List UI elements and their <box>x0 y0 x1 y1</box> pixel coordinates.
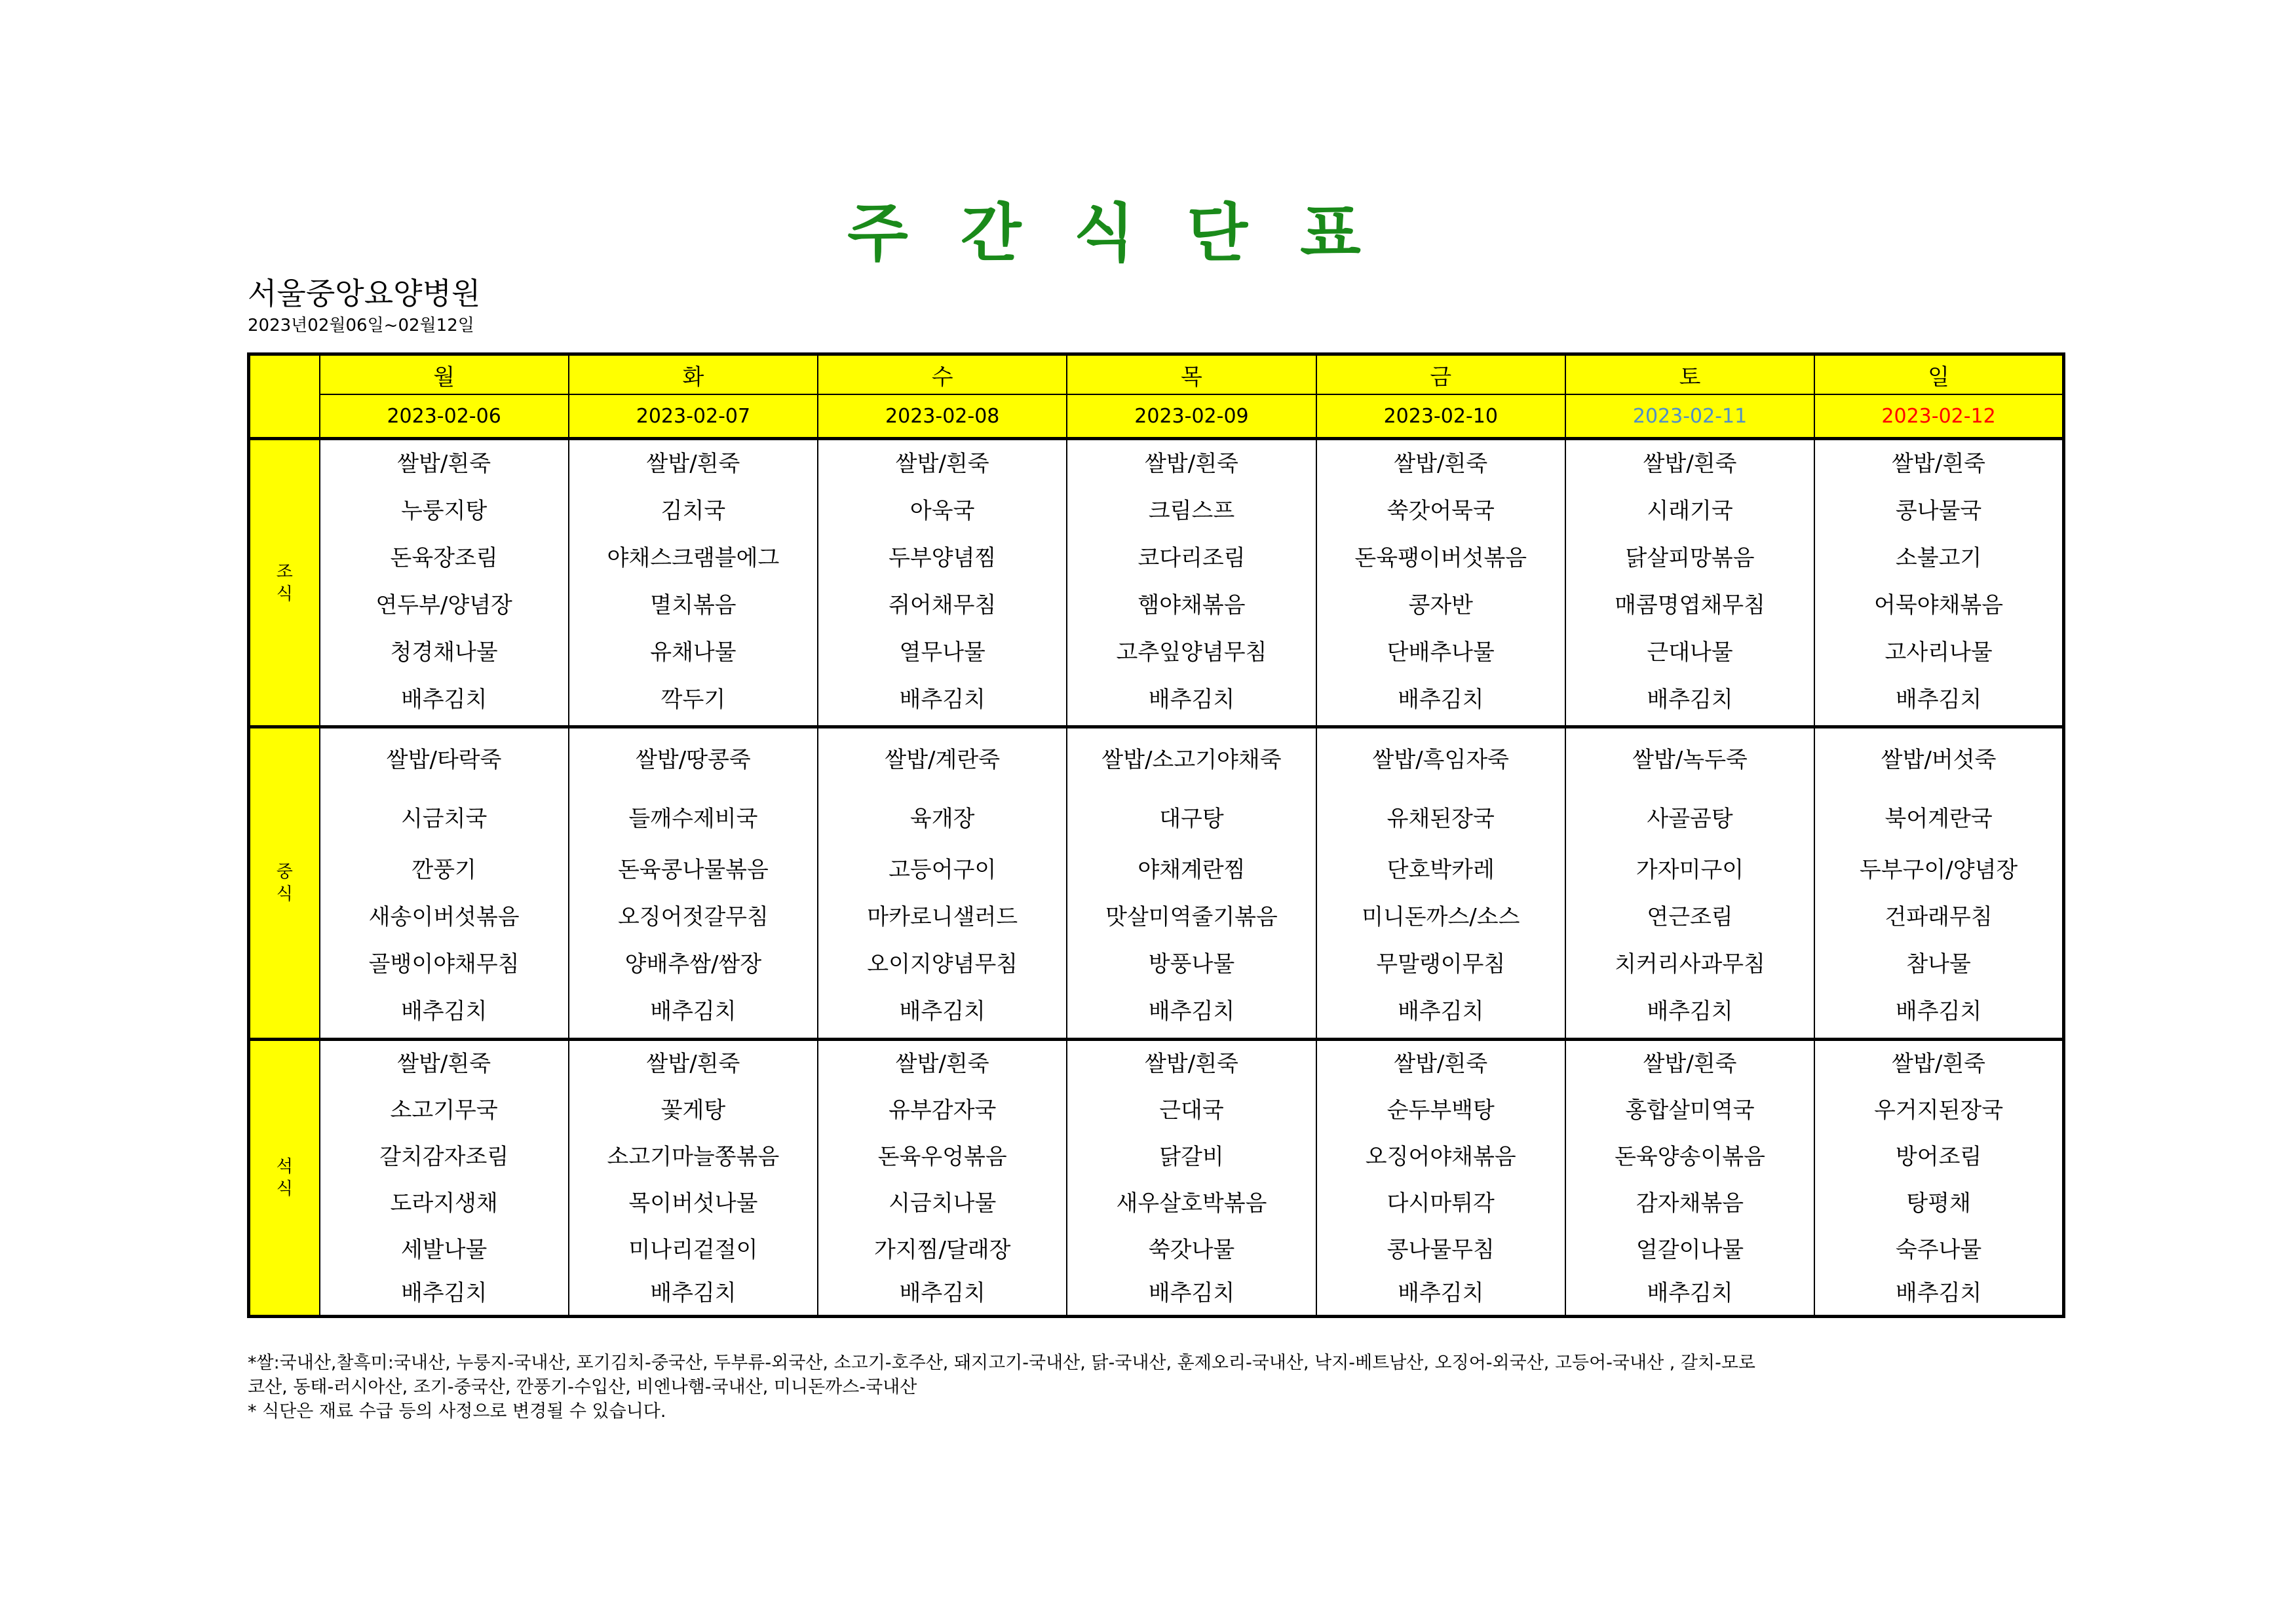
menu-item: 김치국 <box>660 498 726 524</box>
date-header: 2023-02-08 <box>818 394 1067 439</box>
menu-item: 쌀밥/흰죽 <box>1145 1050 1238 1077</box>
date-header-saturday: 2023-02-11 <box>1565 394 1814 439</box>
dinner-day-cell <box>1565 1039 1814 1316</box>
menu-item: 방어조림 <box>1895 1143 1982 1170</box>
menu-item: 연두부/양념장 <box>375 592 512 618</box>
breakfast-day-cell <box>1565 439 1814 727</box>
menu-item: 무말랭이무침 <box>1376 951 1506 978</box>
menu-item: 어묵야채볶음 <box>1874 592 2004 618</box>
menu-item: 콩나물국 <box>1895 498 1982 524</box>
menu-item: 쌀밥/흰죽 <box>397 1050 491 1077</box>
menu-item: 배추김치 <box>1398 687 1484 713</box>
menu-item: 시금치국 <box>400 806 488 833</box>
menu-item: 시금치나물 <box>889 1190 997 1217</box>
meal-label-char: 중 <box>276 862 293 882</box>
dinner-day-cell <box>1067 1039 1316 1316</box>
menu-item: 배추김치 <box>400 1279 488 1306</box>
menu-item: 배추김치 <box>650 998 737 1025</box>
menu-item: 숙주나물 <box>1895 1236 1982 1263</box>
menu-period: 2023년02월06일~02월12일 <box>248 316 474 335</box>
menu-item: 근대나물 <box>1647 639 1733 666</box>
lunch-day-cell <box>1067 727 1316 1040</box>
breakfast-row <box>249 439 2064 727</box>
menu-item: 누룽지탕 <box>400 498 488 524</box>
menu-item: 배추김치 <box>1647 687 1733 713</box>
menu-item: 돈육팽이버섯볶음 <box>1354 545 1527 571</box>
day-header: 화 <box>569 354 818 395</box>
day-header: 금 <box>1316 354 1565 395</box>
day-header: 토 <box>1565 354 1814 395</box>
day-header: 일 <box>1814 354 2063 395</box>
menu-item: 배추김치 <box>400 687 488 713</box>
menu-item: 미나리겉절이 <box>628 1236 758 1263</box>
menu-item: 맛살미역줄기볶음 <box>1105 904 1278 931</box>
lunch-day-cell <box>1316 727 1565 1040</box>
date-header: 2023-02-10 <box>1316 394 1565 439</box>
menu-item: 소불고기 <box>1895 545 1982 571</box>
menu-item: 쌀밥/흰죽 <box>1145 451 1238 477</box>
title-char: 표 <box>1300 197 1361 270</box>
menu-item: 치커리사과무침 <box>1615 951 1765 978</box>
menu-item: 사골곰탕 <box>1647 806 1733 833</box>
menu-item: 쌀밥/흰죽 <box>1394 451 1488 477</box>
date-header: 2023-02-06 <box>320 394 569 439</box>
menu-item: 배추김치 <box>1148 1279 1235 1306</box>
dinner-day-cell <box>320 1039 569 1316</box>
page-title <box>0 183 2208 273</box>
menu-item: 단배추나물 <box>1387 639 1495 666</box>
lunch-day-cell <box>1565 727 1814 1040</box>
menu-item: 쌀밥/땅콩죽 <box>636 747 751 774</box>
menu-item: 연근조림 <box>1647 904 1733 931</box>
menu-item: 쌀밥/흰죽 <box>1643 1050 1737 1077</box>
menu-item: 오징어야채볶음 <box>1365 1143 1516 1170</box>
menu-item: 미니돈까스/소스 <box>1362 904 1520 931</box>
menu-item: 배추김치 <box>899 1279 985 1306</box>
menu-item: 배추김치 <box>899 998 985 1025</box>
origin-note: *쌀:국내산,찰흑미:국내산, 누룽지-국내산, 포기김치-중국산, 두부류-외국산, 소고기-호주산, 돼지고기-국내산, 닭-국내산, 훈제오리-국내산, 낙지-베트남산, 오징어-외국산, 고등어-국내산 , 갈치-모로 <box>248 1353 1755 1373</box>
menu-item: 새송이버섯볶음 <box>368 904 520 931</box>
menu-item: 깐풍기 <box>411 857 476 884</box>
menu-item: 배추김치 <box>1148 998 1235 1025</box>
menu-item: 대구탕 <box>1159 806 1224 833</box>
menu-item: 쌀밥/버섯죽 <box>1881 747 1997 774</box>
title-char: 간 <box>960 197 1022 270</box>
menu-item: 열무나물 <box>899 639 985 666</box>
menu-item: 돈육우엉볶음 <box>877 1143 1007 1170</box>
title-char: 단 <box>1187 197 1248 270</box>
meal-label-char: 조 <box>276 561 293 582</box>
menu-item: 근대국 <box>1159 1097 1224 1124</box>
menu-item: 쌀밥/흰죽 <box>895 1050 989 1077</box>
menu-item: 쌀밥/소고기야채죽 <box>1101 747 1282 774</box>
lunch-day-cell <box>818 727 1067 1040</box>
menu-item: 유부감자국 <box>889 1097 997 1124</box>
menu-item: 매콤명엽채무침 <box>1615 592 1765 618</box>
lunch-day-cell <box>569 727 818 1040</box>
menu-item: 돈육장조림 <box>390 545 498 571</box>
menu-item: 들깨수제비국 <box>628 806 758 833</box>
menu-item: 고사리나물 <box>1885 639 1993 666</box>
menu-item: 배추김치 <box>400 998 488 1025</box>
menu-item: 크림스프 <box>1148 498 1235 524</box>
menu-item: 쌀밥/흰죽 <box>397 451 491 477</box>
menu-item: 배추김치 <box>650 1279 737 1306</box>
menu-item: 쌀밥/타락죽 <box>386 747 502 774</box>
menu-item: 야채계란찜 <box>1138 857 1246 884</box>
meal-label-char: 식 <box>276 1179 293 1199</box>
menu-item: 쌀밥/녹두죽 <box>1632 747 1748 774</box>
day-header: 목 <box>1067 354 1316 395</box>
title-char: 식 <box>1073 197 1135 270</box>
menu-item: 쌀밥/흰죽 <box>1394 1050 1488 1077</box>
menu-item: 돈육콩나물볶음 <box>617 857 769 884</box>
menu-item: 쌀밥/흰죽 <box>895 451 989 477</box>
breakfast-label <box>249 439 320 727</box>
menu-item: 쌀밥/흰죽 <box>646 1050 740 1077</box>
menu-item: 배추김치 <box>1398 1279 1484 1306</box>
menu-item: 고등어구이 <box>889 857 997 884</box>
menu-item: 배추김치 <box>1647 1279 1733 1306</box>
menu-item: 세발나물 <box>400 1236 488 1263</box>
menu-item: 목이버섯나물 <box>628 1190 758 1217</box>
breakfast-day-cell <box>320 439 569 727</box>
meal-label-char: 석 <box>276 1156 293 1177</box>
breakfast-day-cell <box>569 439 818 727</box>
menu-item: 깍두기 <box>660 687 726 713</box>
menu-item: 북어계란국 <box>1885 806 1993 833</box>
menu-item: 단호박카레 <box>1387 857 1495 884</box>
date-header-sunday: 2023-02-12 <box>1814 394 2063 439</box>
menu-item: 배추김치 <box>1895 687 1982 713</box>
meal-label-char: 식 <box>276 884 293 905</box>
breakfast-day-cell <box>1814 439 2063 727</box>
menu-item: 소고기무국 <box>390 1097 498 1124</box>
lunch-day-cell <box>320 727 569 1040</box>
dinner-day-cell <box>1316 1039 1565 1316</box>
menu-item: 배추김치 <box>1398 998 1484 1025</box>
dinner-label <box>249 1039 320 1316</box>
menu-item: 쌀밥/흰죽 <box>646 451 740 477</box>
menu-item: 쥐어채무침 <box>889 592 997 618</box>
dinner-row <box>249 1039 2064 1316</box>
menu-item: 새우살호박볶음 <box>1116 1190 1267 1217</box>
menu-item: 감자채볶음 <box>1636 1190 1744 1217</box>
title-char: 주 <box>847 197 908 270</box>
menu-item: 야채스크램블에그 <box>607 545 780 571</box>
menu-item: 우거지된장국 <box>1874 1097 2004 1124</box>
menu-item: 청경채나물 <box>390 639 498 666</box>
breakfast-day-cell <box>818 439 1067 727</box>
menu-item: 두부양념찜 <box>889 545 997 571</box>
breakfast-day-cell <box>1067 439 1316 727</box>
menu-item: 오이지양념무침 <box>867 951 1018 978</box>
menu-item: 쑥갓나물 <box>1148 1236 1235 1263</box>
origin-note-cont: 코산, 동태-러시아산, 조기-중국산, 깐풍기-수입산, 비엔나햄-국내산, 미니돈까스-국내산 <box>248 1377 917 1397</box>
menu-item: 코다리조림 <box>1138 545 1246 571</box>
weekly-menu-table <box>247 352 2065 1318</box>
menu-item: 배추김치 <box>1148 687 1235 713</box>
menu-item: 골뱅이야채무침 <box>368 951 520 978</box>
menu-item: 멸치볶음 <box>650 592 737 618</box>
menu-item: 도라지생채 <box>390 1190 498 1217</box>
date-header: 2023-02-07 <box>569 394 818 439</box>
menu-item: 건파래무침 <box>1885 904 1993 931</box>
menu-item: 고추잎양념무침 <box>1116 639 1267 666</box>
menu-item: 닭갈비 <box>1159 1143 1224 1170</box>
dinner-day-cell <box>818 1039 1067 1316</box>
menu-item: 육개장 <box>909 806 975 833</box>
menu-item: 유채나물 <box>650 639 737 666</box>
lunch-day-cell <box>1814 727 2063 1040</box>
day-header: 월 <box>320 354 569 395</box>
menu-item: 아욱국 <box>909 498 975 524</box>
menu-item: 소고기마늘쫑볶음 <box>607 1143 780 1170</box>
menu-item: 쌀밥/흰죽 <box>1892 451 1986 477</box>
menu-item: 두부구이/양념장 <box>1859 857 2018 884</box>
menu-item: 배추김치 <box>899 687 985 713</box>
day-header: 수 <box>818 354 1067 395</box>
menu-item: 콩나물무침 <box>1387 1236 1495 1263</box>
menu-item: 콩자반 <box>1408 592 1474 618</box>
menu-item: 시래기국 <box>1647 498 1733 524</box>
lunch-label <box>249 727 320 1040</box>
meal-label-char: 식 <box>276 584 293 604</box>
menu-item: 마카로니샐러드 <box>867 904 1018 931</box>
menu-item: 쌀밥/흰죽 <box>1643 451 1737 477</box>
menu-item: 닭살피망볶음 <box>1625 545 1755 571</box>
menu-item: 순두부백탕 <box>1387 1097 1495 1124</box>
date-header: 2023-02-09 <box>1067 394 1316 439</box>
menu-item: 배추김치 <box>1647 998 1733 1025</box>
lunch-row <box>249 727 2064 1040</box>
menu-item: 쑥갓어묵국 <box>1387 498 1495 524</box>
menu-item: 유채된장국 <box>1387 806 1495 833</box>
menu-item: 꽃게탕 <box>660 1097 726 1124</box>
menu-item: 가자미구이 <box>1636 857 1744 884</box>
menu-item: 돈육양송이볶음 <box>1615 1143 1765 1170</box>
menu-item: 홍합살미역국 <box>1625 1097 1755 1124</box>
hospital-name: 서울중앙요양병원 <box>248 276 481 311</box>
menu-item: 햄야채볶음 <box>1138 592 1246 618</box>
dinner-day-cell <box>569 1039 818 1316</box>
menu-item: 쌀밥/흰죽 <box>1892 1050 1986 1077</box>
menu-item: 양배추쌈/쌈장 <box>624 951 762 978</box>
menu-item: 방풍나물 <box>1148 951 1235 978</box>
menu-item: 참나물 <box>1906 951 1971 978</box>
change-notice: * 식단은 재료 수급 등의 사정으로 변경될 수 있습니다. <box>248 1401 666 1422</box>
menu-item: 갈치감자조림 <box>379 1143 509 1170</box>
menu-item: 배추김치 <box>1895 1279 1982 1306</box>
notes <box>248 1351 2069 1424</box>
corner-cell <box>249 354 320 439</box>
menu-item: 오징어젓갈무침 <box>617 904 769 931</box>
dinner-day-cell <box>1814 1039 2063 1316</box>
breakfast-day-cell <box>1316 439 1565 727</box>
menu-item: 다시마튀각 <box>1387 1190 1495 1217</box>
menu-item: 탕평채 <box>1906 1190 1971 1217</box>
menu-item: 가지찜/달래장 <box>873 1236 1011 1263</box>
menu-item: 쌀밥/흑임자죽 <box>1372 747 1510 774</box>
menu-item: 쌀밥/계란죽 <box>885 747 1001 774</box>
menu-item: 얼갈이나물 <box>1636 1236 1744 1263</box>
menu-item: 배추김치 <box>1895 998 1982 1025</box>
